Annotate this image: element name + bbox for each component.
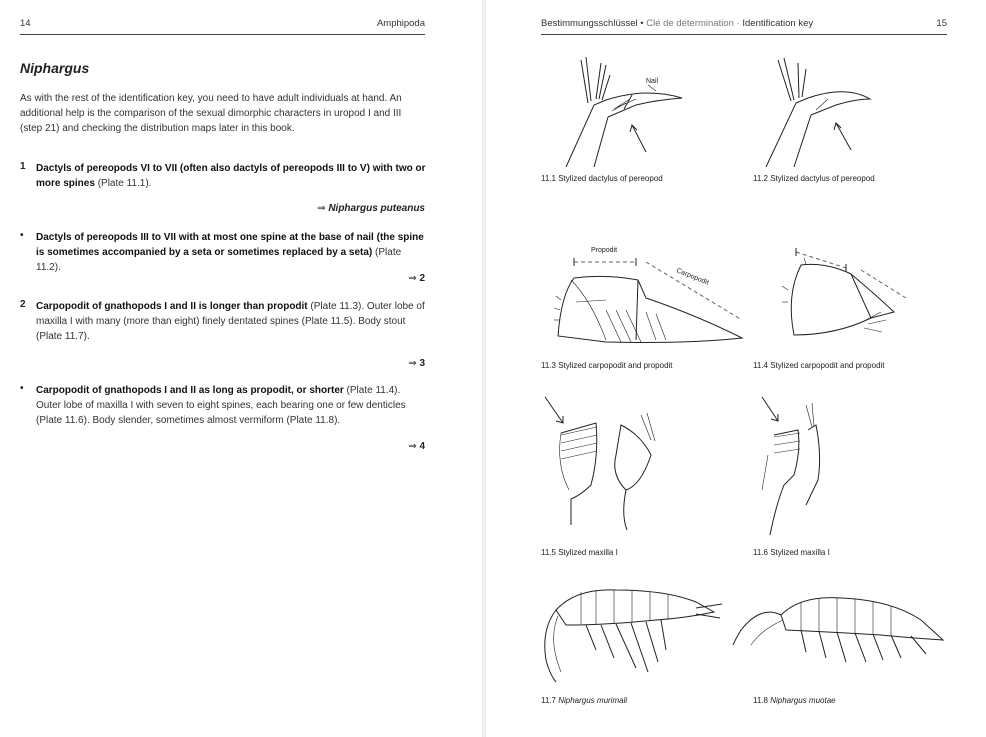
figure-caption: 11.3 Stylized carpopodit and propodit xyxy=(541,361,673,370)
figure-11-1-dactylus-drawing xyxy=(546,55,686,170)
propodit-label: Propodit xyxy=(591,247,618,254)
couplet-marker: 1 xyxy=(20,161,26,172)
figure-11-7-niphargus-murimali-drawing xyxy=(536,580,726,685)
result-step: 2 xyxy=(419,273,425,284)
running-head-en: Identification key xyxy=(742,18,814,29)
couplet-result xyxy=(408,441,425,452)
left-page-number: 14 xyxy=(20,18,31,29)
figure-caption: 11.4 Stylized carpopodit and propodit xyxy=(753,361,885,370)
figure-caption: 11.5 Stylized maxilla I xyxy=(541,548,618,557)
arrow-icon: ⇒ xyxy=(408,441,417,452)
couplet-text xyxy=(36,299,426,344)
couplet-result xyxy=(317,203,425,214)
right-page xyxy=(486,0,986,737)
carpopodit-label: Carpopodit xyxy=(675,267,710,287)
figure-11-4-gnathopod-drawing xyxy=(776,240,916,345)
couplet-text xyxy=(36,230,426,275)
couplet-rest: (Plate 11.1). xyxy=(94,178,152,189)
left-page xyxy=(0,0,483,737)
running-head-separator: • xyxy=(637,18,647,29)
couplet-result xyxy=(408,273,425,284)
section-title: Niphargus xyxy=(20,60,90,76)
right-running-head xyxy=(541,18,813,29)
figure-caption: 11.8 Niphargus muotae xyxy=(753,696,836,705)
right-page-number: 15 xyxy=(936,18,947,29)
couplet-marker: 2 xyxy=(20,299,26,310)
figure-caption: 11.1 Stylized dactylus of pereopod xyxy=(541,174,663,183)
couplet-rest: (Plate 11.2). xyxy=(36,247,402,273)
figure-11-8-niphargus-muotae-drawing xyxy=(731,590,946,675)
couplet-text xyxy=(36,161,426,191)
figure-caption: 11.7 Niphargus murimali xyxy=(541,696,628,705)
figure-11-6-maxilla-drawing xyxy=(756,395,856,540)
couplet-bold: Dactyls of pereopods VI to VII (often also dactyls of pereopods III to V) with two or more spines xyxy=(36,163,426,189)
intro-paragraph: As with the rest of the identification key, you need to have adult individuals at hand. An additional help is the comparison of the sexual dimorphic characters in uropod I and III (step 21) and checking the distribution maps later in this book. xyxy=(20,93,402,134)
couplet-result xyxy=(408,358,425,369)
left-running-head: Amphipoda xyxy=(376,18,425,29)
figure-11-2-dactylus-drawing xyxy=(756,55,886,170)
running-head-separator: · xyxy=(733,18,743,29)
arrow-icon: ⇒ xyxy=(317,203,326,214)
couplet-rest: (Plate 11.3). Outer lobe of maxilla I with many (more than eight) finely dentated spines (Plate 11.5). Body stout (Plate 11.7). xyxy=(36,301,425,342)
couplet-rest: (Plate 11.4). Outer lobe of maxilla I with seven to eight spines, each bearing one or few denticles (Plate 11.6). Body slender, sometimes almost vermiform (Plate 11.8). xyxy=(36,385,406,426)
couplet-bold: Carpopodit of gnathopods I and II is longer than propodit xyxy=(36,301,308,312)
couplet-marker: • xyxy=(20,230,24,241)
figure-caption: 11.6 Stylized maxilla I xyxy=(753,548,830,557)
figure-11-3-gnathopod-drawing xyxy=(546,240,756,350)
result-step: 4 xyxy=(419,441,425,452)
figure-11-5-maxilla-drawing xyxy=(541,395,681,535)
couplet-bold: Carpopodit of gnathopods I and II as long as propodit, or shorter xyxy=(36,385,344,396)
left-header-rule xyxy=(20,34,425,35)
running-head-fr: Clé de détermination xyxy=(646,18,734,29)
running-head-de: Bestimmungsschlüssel xyxy=(541,18,638,29)
couplet-marker: • xyxy=(20,383,24,394)
nail-label: Nail xyxy=(646,78,659,85)
figure-caption: 11.2 Stylized dactylus of pereopod xyxy=(753,174,875,183)
couplet-bold: Dactyls of pereopods III to VII with at most one spine at the base of nail (the spine is sometimes accompanied by a seta or sometimes replaced by a seta) xyxy=(36,232,424,258)
result-step: 3 xyxy=(419,358,425,369)
arrow-icon: ⇒ xyxy=(408,273,417,284)
couplet-text xyxy=(36,383,426,428)
arrow-icon: ⇒ xyxy=(408,358,417,369)
right-header-rule xyxy=(541,34,947,35)
result-taxon: Niphargus puteanus xyxy=(328,203,425,214)
